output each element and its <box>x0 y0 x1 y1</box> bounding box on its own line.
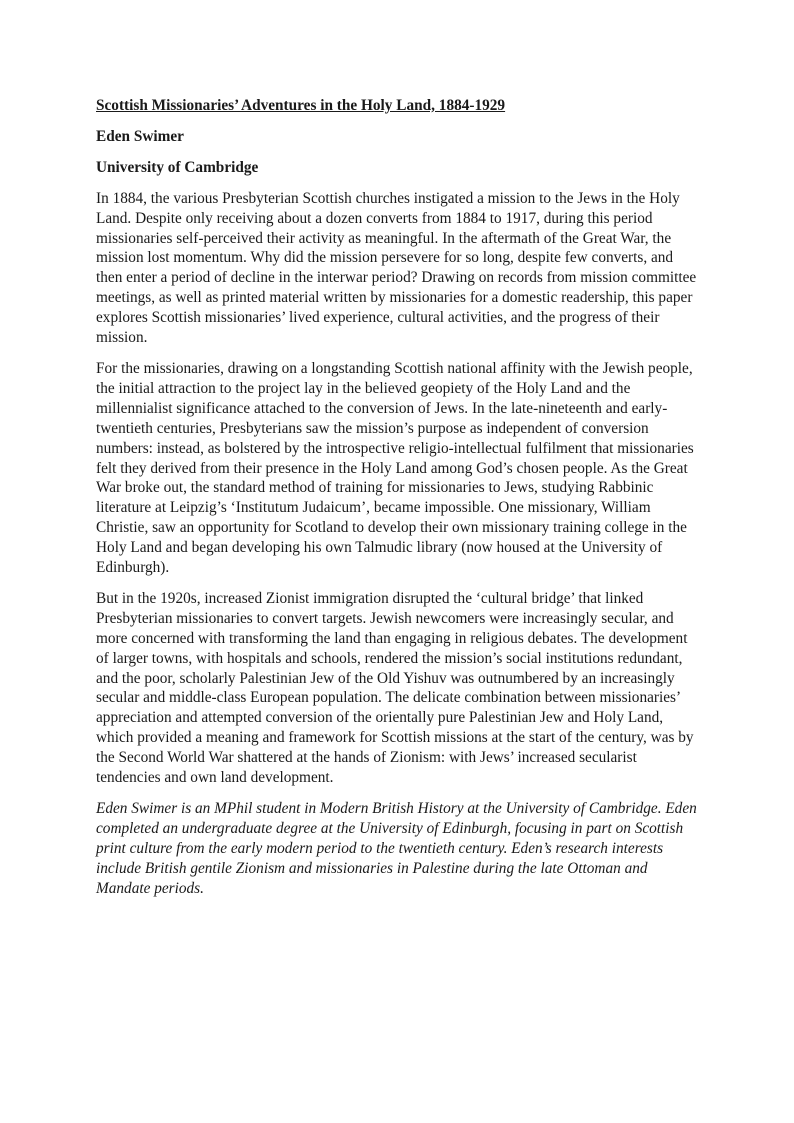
author-bio: Eden Swimer is an MPhil student in Modern British History at the University of Cambridge. Eden completed an undergraduate degree at the University of Edinburgh, focusing in part on Scottish print culture from the early modern period to the twentieth century. Eden’s research interests include British gentile Zionism and missionaries in Palestine during the late Ottoman and Mandate periods. <box>96 800 697 897</box>
document-title: Scottish Missionaries’ Adventures in the Holy Land, 1884-1929 <box>96 97 506 114</box>
author-name: Eden Swimer <box>96 127 184 145</box>
author-affiliation: University of Cambridge <box>96 158 259 176</box>
document-page <box>96 96 700 899</box>
body-paragraph-1: In 1884, the various Presbyterian Scottish churches instigated a mission to the Jews in the Holy Land. Despite only receiving about a dozen converts from 1884 to 1917, during this period missionaries self-perceived their activity as meaningful. In the aftermath of the Great War, the mission lost momentum. Why did the mission persevere for so long, despite few converts, and then enter a period of decline in the interwar period? Drawing on records from mission committee meetings, as well as printed material written by missionaries for a domestic readership, this paper explores Scottish missionaries’ lived experience, cultural activities, and the progress of their mission. <box>96 189 697 347</box>
body-paragraph-3: But in the 1920s, increased Zionist immigration disrupted the ‘cultural bridge’ that linked Presbyterian missionaries to convert targets. Jewish newcomers were increasingly secular, and more concerned with transforming the land than engaging in religious debates. The development of larger towns, with hospitals and schools, rendered the mission’s social institutions redundant, and the poor, scholarly Palestinian Jew of the Old Yishuv was outnumbered by an increasingly secular and middle-class European population. The delicate combination between missionaries’ appreciation and attempted conversion of the orientally pure Palestinian Jew and Holy Land, which provided a meaning and framework for Scottish missions at the start of the century, was by the Second World War shattered at the hands of Zionism: with Jews’ increased secularist tendencies and own land development. <box>96 589 694 787</box>
body-paragraph-2: For the missionaries, drawing on a longstanding Scottish national affinity with the Jewish people, the initial attraction to the project lay in the believed geopiety of the Holy Land and the millennialist significance attached to the conversion of Jews. In the late-nineteenth and early-twentieth centuries, Presbyterians saw the mission’s purpose as independent of conversion numbers: instead, as bolstered by the introspective religio-intellectual fulfilment that missionaries felt they derived from their presence in the Holy Land among God’s chosen people. As the Great War broke out, the standard method of training for missionaries to Jews, studying Rabbinic literature at Leipzig’s ‘Institutum Judaicum’, became impossible. One missionary, William Christie, saw an opportunity for Scotland to develop their own missionary training college in the Holy Land and began developing his own Talmudic library (now housed at the University of Edinburgh). <box>96 359 694 577</box>
